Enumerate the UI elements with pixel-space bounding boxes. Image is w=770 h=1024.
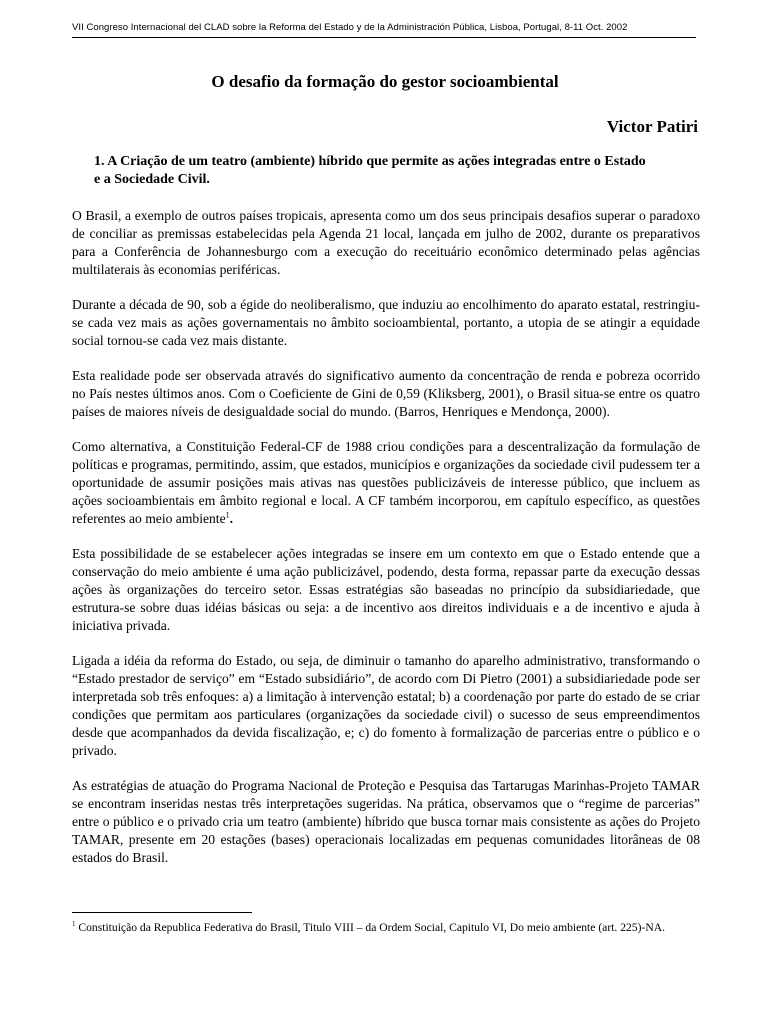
footnote [72,920,700,935]
section-heading-line-1: 1. A Criação de um teatro (ambiente) híbrido que permite as ações integradas entre o Estado [94,154,646,169]
section-heading-line-2: e a Sociedade Civil. [94,172,210,187]
paragraph-5: Esta possibilidade de se estabelecer ações integradas se insere em um contexto em que o Estado entende que a conservação do meio ambiente é uma ação publicizável, podendo, desta forma, repassar parte da execução dessas ações às organizações do terceiro setor. Essas estratégias são baseadas no princípio da subsidiariedade, que estrutura-se sobre duas idéias básicas ou seja: a de incentivo aos direitos individuais e a de incentivo e ajuda à iniciativa privada. [72,546,700,633]
author-name: Victor Patiri [606,117,698,136]
paragraph-1: O Brasil, a exemplo de outros países tropicais, apresenta como um dos seus principais desafios superar o paradoxo de conciliar as premissas estabelecidas pela Agenda 21 local, lançada em julho de 2002, durante os preparativos para a Conferência de Johannesburgo com a execução do receituário econômico determinado pelas agências multilaterais às economias periféricas. [72,208,700,277]
body-text [72,207,700,884]
running-header: VII Congreso Internacional del CLAD sobre la Reforma del Estado y de la Administración Pública, Lisboa, Portugal, 8-11 Oct. 2002 [72,22,696,38]
footnote-reference[interactable]: 1 [225,510,230,520]
document-title: O desafio da formação do gestor socioambiental [211,72,559,91]
footnote-marker: 1 [72,920,76,929]
paragraph-3: Esta realidade pode ser observada através do significativo aumento da concentração de renda e pobreza ocorrido no País nestes últimos anos. Com o Coeficiente de Gini de 0,59 (Kliksberg, 2001), o Brasil situa-se entre os quatro países de maiores níveis de desigualdade social do mundo. (Barros, Henriques e Mendonça, 2000). [72,368,700,419]
section-heading [94,153,700,189]
footnote-text: Constituição da Republica Federativa do Brasil, Titulo VIII – da Ordem Social, Capitulo VI, Do meio ambiente (art. 225)-NA. [78,921,665,934]
paragraph-4-text: Como alternativa, a Constituição Federal-CF de 1988 criou condições para a descentralização da formulação de políticas e programas, permitindo, assim, que estados, municípios e organizações da sociedade civil pudessem ter a oportunidade de assumir posições mais ativas nas questões publicizáveis de interesse público, que incluem as ações socioambientais em âmbito regional e local. A CF também incorporou, em capítulo específico, as questões referentes ao meio ambiente [72,439,700,526]
paragraph-4 [72,438,700,528]
footnote-divider [72,912,252,913]
paragraph-7: As estratégias de atuação do Programa Nacional de Proteção e Pesquisa das Tartarugas Marinhas-Projeto TAMAR se encontram inseridas nestas três interpretações sugeridas. Na prática, observamos que o “regime de parcerias” entre o público e o privado cria um teatro (ambiente) híbrido que busca tornar mais consistente as ações do Projeto TAMAR, presente em 20 estações (bases) operacionais localizadas em pequenas comunidades litorâneas de 08 estados do Brasil. [72,778,700,865]
paragraph-2: Durante a década de 90, sob a égide do neoliberalismo, que induziu ao encolhimento do aparato estatal, restringiu-se cada vez mais as ações governamentais no âmbito socioambiental, portanto, a utopia de se atingir a equidade social tornou-se cada vez mais distante. [72,297,700,348]
paragraph-4-period: . [229,511,234,526]
paragraph-6: Ligada a idéia da reforma do Estado, ou seja, de diminuir o tamanho do aparelho administrativo, transformando o “Estado prestador de serviço” em “Estado subsidiário”, de acordo com Di Pietro (2001) a subsidiariedade pode ser interpretada sob três enfoques: a) a limitação à intervenção estatal; b) a coordenação por parte do estado de se criar condições que permitam aos particulares (organizações da sociedade civil) o sucesso de seus empreendimentos desde que acompanhados da devida fiscalização, e; c) do fomento à formalização de parcerias entre o público e o privado. [72,653,700,758]
